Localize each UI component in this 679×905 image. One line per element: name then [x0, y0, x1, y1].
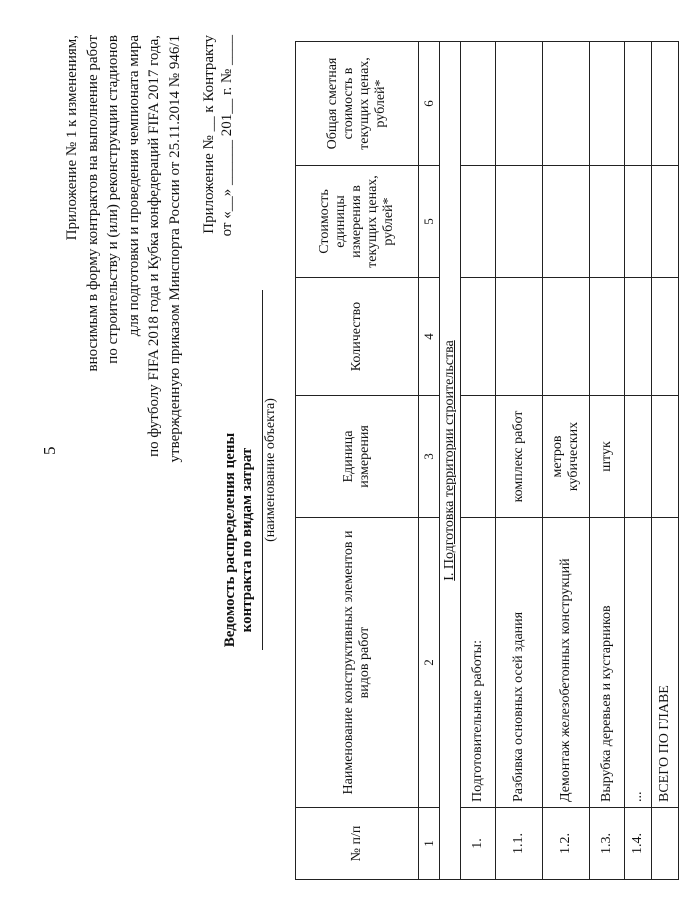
annex-2-block: [200, 35, 236, 395]
cell-quantity: [461, 278, 496, 396]
table-row: [590, 42, 625, 880]
cost-table: [295, 41, 679, 880]
cell-num: 1.: [461, 808, 496, 880]
page-number: 5: [40, 446, 59, 455]
column-number: 5: [419, 166, 440, 278]
cell-unit: [652, 396, 679, 518]
cell-name: Подготовительные работы:: [461, 518, 496, 808]
cell-name: Разбивка основных осей здания: [496, 518, 543, 808]
cell-total-cost: [543, 42, 590, 166]
table-total-row: [652, 42, 679, 880]
header-num: № п/п: [296, 808, 419, 880]
annex-1-line: по строительству и (или) реконструкции стадионов: [105, 35, 121, 364]
cell-unit: метров кубических: [543, 396, 590, 518]
cell-unit: [461, 396, 496, 518]
annex-1-line: вносимым в форму контрактов на выполнение работ: [84, 35, 101, 372]
table-row: [461, 42, 496, 880]
column-number: 4: [419, 278, 440, 396]
annex-1-line: Приложение № 1 к изменениям,: [64, 35, 80, 241]
table-row: [496, 42, 543, 880]
cell-name: Демонтаж железобетонных конструкций: [543, 518, 590, 808]
cell-num: 1.4.: [625, 808, 652, 880]
table-row: [543, 42, 590, 880]
table-row: [625, 42, 652, 880]
cell-total-cost: [590, 42, 625, 166]
annex-1-line: для подготовки и проведения чемпионата мира: [125, 35, 142, 337]
annex-2-line-1: Приложение № __ к Контракту: [201, 35, 217, 234]
cell-num: [652, 808, 679, 880]
cell-unit-price: [590, 166, 625, 278]
cell-quantity: [625, 278, 652, 396]
column-number: 3: [419, 396, 440, 518]
section-title: I. Подготовка территории строительства: [440, 42, 461, 880]
cell-unit: комплекс работ: [496, 396, 543, 518]
cell-name: Вырубка деревьев и кустарников: [590, 518, 625, 808]
cell-unit: штук: [590, 396, 625, 518]
column-number-row: [419, 42, 440, 880]
header-quantity: Количество: [296, 278, 419, 396]
cell-total-cost: [652, 42, 679, 166]
annex-2-line-2: от «__» ______ 201__ г. № ____: [219, 35, 235, 237]
cell-quantity: [543, 278, 590, 396]
cell-unit-price: [461, 166, 496, 278]
header-unit: Единица измерения: [296, 396, 419, 518]
header-total-cost: Общая сметная стоимость в текущих ценах, рублей*: [296, 42, 419, 166]
document-title: Ведомость распределения цены контракта по видам затрат: [222, 432, 255, 648]
object-name-caption: (наименование объекта): [263, 398, 278, 542]
header-name: Наименование конструктивных элементов и видов работ: [296, 518, 419, 808]
cell-unit-price: [543, 166, 590, 278]
cell-unit-price: [652, 166, 679, 278]
column-number: 2: [419, 518, 440, 808]
annex-1-line: по футболу FIFA 2018 года и Кубка конфедераций FIFA 2017 года,: [146, 35, 162, 457]
cell-quantity: [652, 278, 679, 396]
cell-name: ...: [625, 518, 652, 808]
section-row: [440, 42, 461, 880]
header-unit-price: Стоимость единицы измерения в текущих ценах, рублей*: [296, 166, 419, 278]
table-header-row: [296, 42, 419, 880]
cell-quantity: [590, 278, 625, 396]
cell-total-cost: [625, 42, 652, 166]
annex-1-block: [62, 35, 185, 635]
cell-unit-price: [496, 166, 543, 278]
cell-unit-price: [625, 166, 652, 278]
cell-total-cost: [461, 42, 496, 166]
cell-num: 1.2.: [543, 808, 590, 880]
column-number: 6: [419, 42, 440, 166]
cell-quantity: [496, 278, 543, 396]
cell-num: 1.3.: [590, 808, 625, 880]
column-number: 1: [419, 808, 440, 880]
cell-total-cost: [496, 42, 543, 166]
cell-name: ВСЕГО ПО ГЛАВЕ: [652, 518, 679, 808]
annex-1-line: утвержденную приказом Минспорта России от 25.11.2014 № 946/1: [166, 35, 183, 463]
cell-num: 1.1.: [496, 808, 543, 880]
cell-unit: [625, 396, 652, 518]
